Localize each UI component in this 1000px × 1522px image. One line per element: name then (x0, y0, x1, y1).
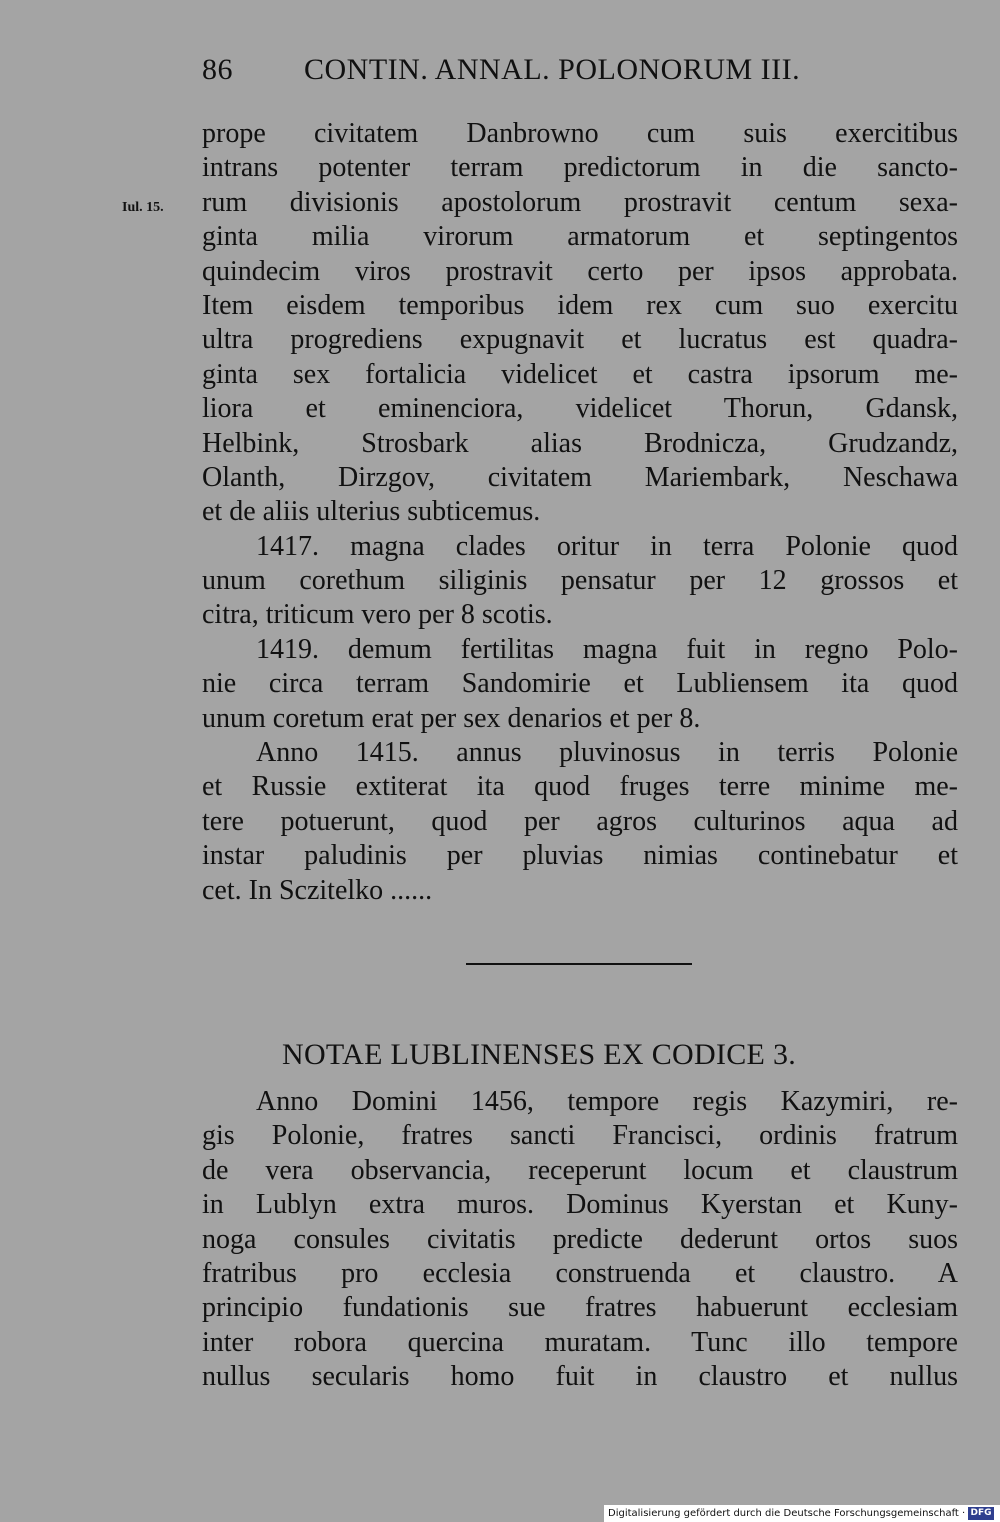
text-line: ginta milia virorum armatorum et septingentos (202, 221, 958, 253)
text-line: intrans potenter terram predictorum in die sancto- (202, 152, 958, 184)
text-line: tere potuerunt, quod per agros culturinos aqua ad (202, 805, 958, 837)
text-line: et Russie extiterat ita quod fruges terre minime me- (202, 771, 958, 803)
section-separator (466, 963, 692, 965)
dfg-logo: DFG (968, 1507, 994, 1520)
footer-funding-note: Digitalisierung gefördert durch die Deutsche Forschungsgemeinschaft · (608, 1508, 966, 1519)
text-line: unum coretum erat per sex denarios et per 8. (202, 702, 701, 734)
running-title: CONTIN. ANNAL. POLONORUM III. (304, 53, 801, 86)
text-line: nullus secularis homo fuit in claustro et nullus (202, 1361, 958, 1393)
text-line: rum divisionis apostolorum prostravit centum sexa- (202, 186, 958, 218)
text-line: inter robora quercina muratam. Tunc illo tempore (202, 1326, 958, 1358)
text-line: et de aliis ulterius subticemus. (202, 496, 541, 528)
text-line: citra, triticum vero per 8 scotis. (202, 599, 553, 631)
text-line: quindecim viros prostravit certo per ipsos approbata. (202, 255, 958, 287)
text-line: instar paludinis per pluvias nimias continebatur et (202, 840, 958, 872)
text-line: Helbink, Strosbark alias Brodnicza, Grudzandz, (202, 427, 958, 459)
text-line: Anno Domini 1456, tempore regis Kazymiri, re- (256, 1086, 958, 1117)
text-line: Anno 1415. annus pluvinosus in terris Polonie (256, 737, 958, 769)
section-title: NOTAE LUBLINENSES EX CODICE 3. (282, 1038, 797, 1071)
text-line: ginta sex fortalicia videlicet et castra ipsorum me- (202, 358, 958, 390)
text-line: ultra progrediens expugnavit et lucratus est quadra- (202, 324, 958, 356)
text-line: Olanth, Dirzgov, civitatem Mariembark, Neschawa (202, 461, 958, 493)
text-line: cet. In Sczitelko ...... (202, 874, 433, 906)
text-line: principio fundationis sue fratres habuerunt ecclesiam (202, 1292, 958, 1324)
text-line: Item eisdem temporibus idem rex cum suo exercitu (202, 289, 958, 321)
text-line: 1419. demum fertilitas magna fuit in regno Polo- (256, 633, 958, 665)
text-line: gis Polonie, fratres sancti Francisci, ordinis fratrum (202, 1120, 958, 1152)
text-line: 1417. magna clades oritur in terra Polonie quod (256, 530, 958, 562)
page-header (202, 50, 857, 90)
text-line: de vera observancia, receperunt locum et claustrum (202, 1154, 958, 1186)
margin-note-date: Iul. 15. (122, 200, 164, 215)
text-line: nie circa terram Sandomirie et Lubliensem ita quod (202, 668, 958, 700)
section-text-block (202, 1085, 958, 1395)
text-line: noga consules civitatis predicte dederunt ortos suos (202, 1223, 958, 1255)
footer-bar (604, 1505, 1000, 1522)
text-line: fratribus pro ecclesia construenda et claustro. A (202, 1257, 958, 1289)
text-line: liora et eminenciora, videlicet Thorun, Gdansk, (202, 393, 958, 425)
text-line: unum corethum siliginis pensatur per 12 grossos et (202, 565, 958, 597)
page-number: 86 (202, 53, 233, 86)
text-line: prope civitatem Danbrowno cum suis exercitibus (202, 118, 958, 149)
text-line: in Lublyn extra muros. Dominus Kyerstan et Kuny- (202, 1189, 958, 1221)
main-text-block (202, 117, 958, 908)
